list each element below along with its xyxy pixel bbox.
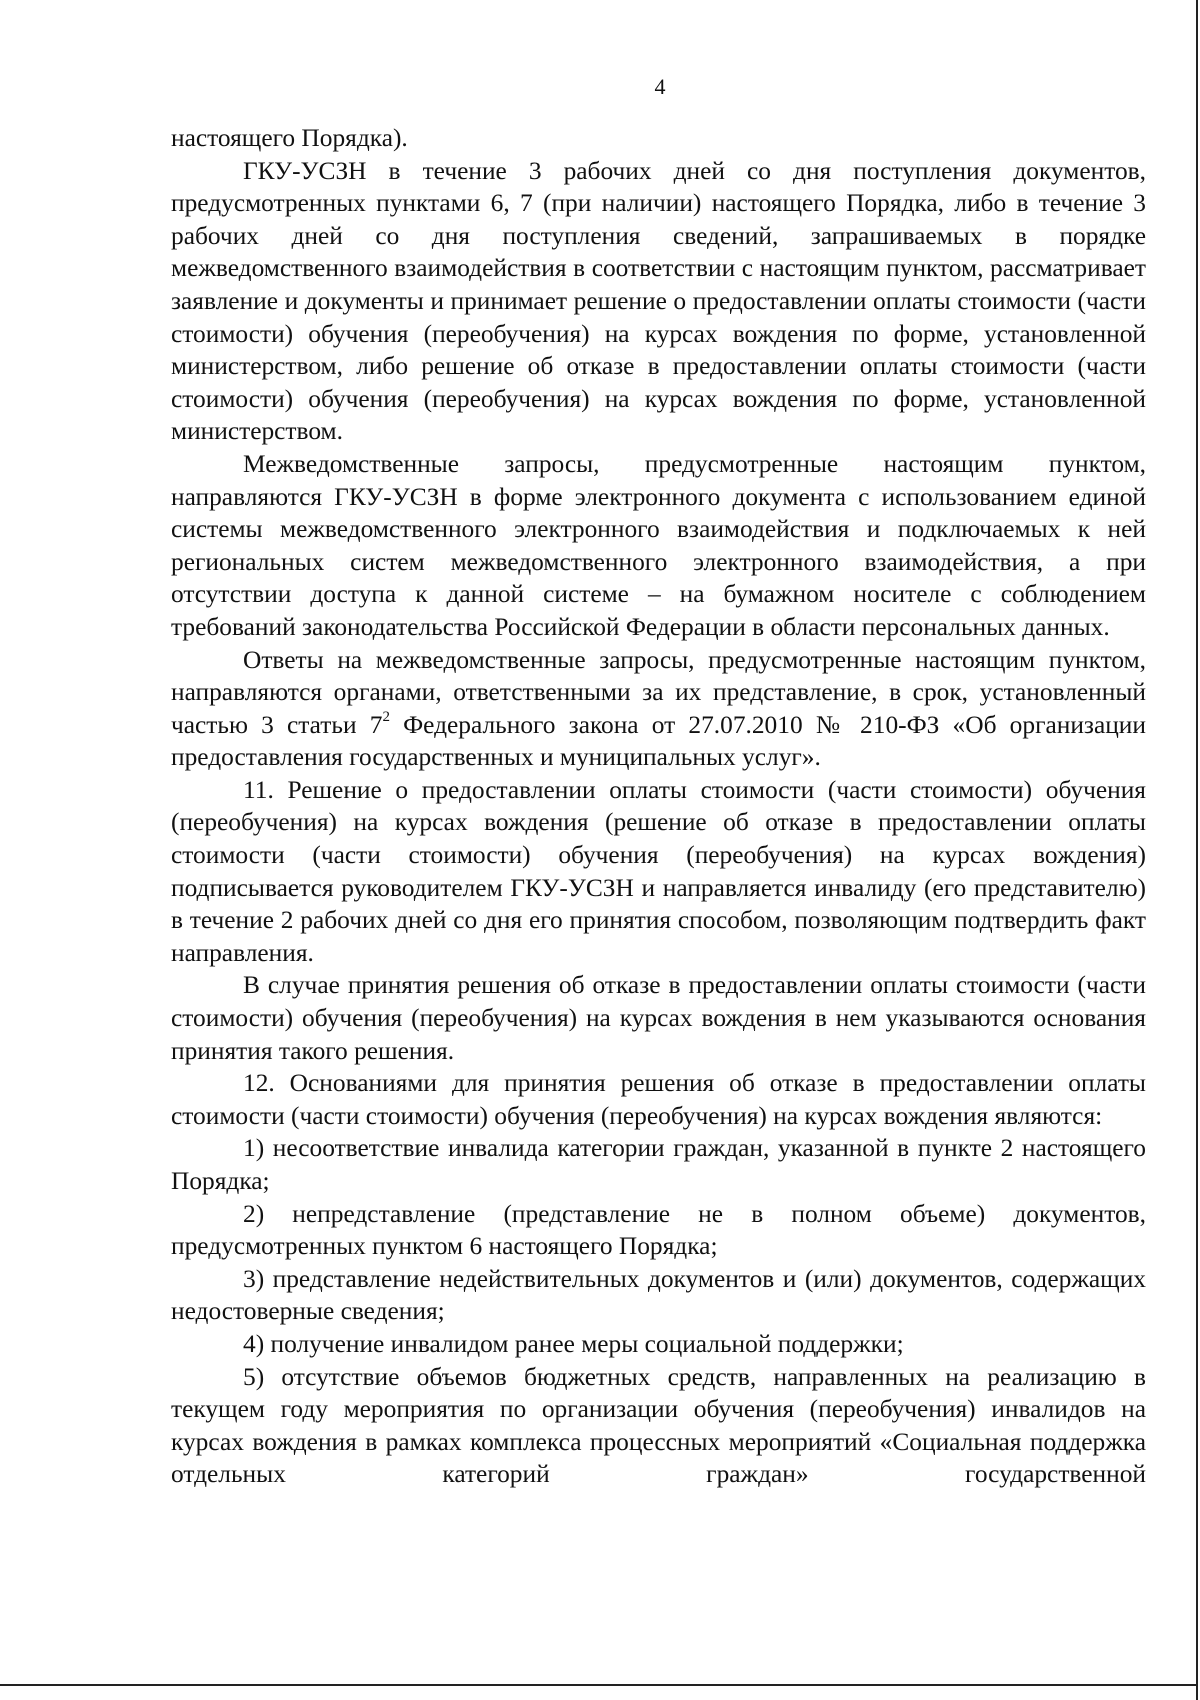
paragraph-text: Федерального закона от 27.07.2010 № 210-ФЗ «Об организации предоставления государственных и муниципальных услуг».: [171, 710, 1146, 772]
paragraph-item-12: 12. Основаниями для принятия решения об отказе в предоставлении оплаты стоимости (части стоимости) обучения (переобучения) на курсах вождения являются:: [171, 1069, 1146, 1130]
paragraph-interagency-responses: [171, 644, 1146, 774]
paragraph-interagency-requests: Межведомственные запросы, предусмотренные настоящим пунктом, направляются ГКУ-УСЗН в форме электронного документа с использованием единой системы межведомственного электронного взаимодействия и подключаемых к ней региональных систем межведомственного электронного взаимодействия, а при отсутствии доступа к данной системе – на бумажном носителе с соблюдением требований законодательства Российской Федерации в области персональных данных.: [171, 449, 1146, 641]
page-edge-right: [1196, 0, 1198, 1700]
paragraph-refusal-grounds-note: В случае принятия решения об отказе в предоставлении оплаты стоимости (части стоимости) обучения (переобучения) на курсах вождения в нем указываются основания принятия такого решения.: [171, 971, 1146, 1065]
paragraph-review-deadline: ГКУ-УСЗН в течение 3 рабочих дней со дня поступления документов, предусмотренных пунктами 6, 7 (при наличии) настоящего Порядка, либо в течение 3 рабочих дней со дня поступления сведений, запрашиваемых в порядке межведомственного взаимодействия в соответствии с настоящим пунктом, рассматривает заявление и документы и принимает решение о предоставлении оплаты стоимости (части стоимости) обучения (переобучения) на курсах вождения по форме, установленной министерством, либо решение об отказе в предоставлении оплаты стоимости (части стоимости) обучения (переобучения) на курсах вождения по форме, установленной министерством.: [171, 156, 1146, 446]
list-item-3: 3) представление недействительных документов и (или) документов, содержащих недостоверные сведения;: [171, 1264, 1146, 1326]
paragraph-text: Ответы на межведомственные запросы, предусмотренные настоящим пунктом, направляются органами, ответственными за их представление, в срок, установленный частью 3 статьи 7: [171, 645, 1146, 739]
list-item-2: 2) непредставление (представление не в полном объеме) документов, предусмотренных пунктом 6 настоящего Порядка;: [171, 1199, 1146, 1261]
list-item-1: 1) несоответствие инвалида категории граждан, указанной в пункте 2 настоящего Порядка;: [171, 1134, 1146, 1195]
document-body: [171, 122, 1146, 1491]
page-number: 4: [654, 74, 666, 99]
paragraph-continuation: настоящего Порядка).: [171, 124, 408, 152]
list-item-4: 4) получение инвалидом ранее меры социальной поддержки;: [243, 1329, 904, 1358]
superscript: 2: [382, 708, 390, 725]
paragraph-item-11: 11. Решение о предоставлении оплаты стоимости (части стоимости) обучения (переобучения) на курсах вождения (решение об отказе в предоставлении оплаты стоимости (части стоимости) обучения (переобучения) на курсах вождения) подписывается руководителем ГКУ-УСЗН и направляется инвалиду (его представителю) в течение 2 рабочих дней со дня его принятия способом, позволяющим подтвердить факт направления.: [171, 775, 1146, 967]
list-item-5: 5) отсутствие объемов бюджетных средств, направленных на реализацию в текущем году мероприятия по организации обучения (переобучения) инвалидов на курсах вождения в рамках комплекса процессных мероприятий «Социальная поддержка отдельных категорий граждан» государственной: [171, 1362, 1146, 1489]
page-edge-bottom: [0, 1684, 1196, 1686]
